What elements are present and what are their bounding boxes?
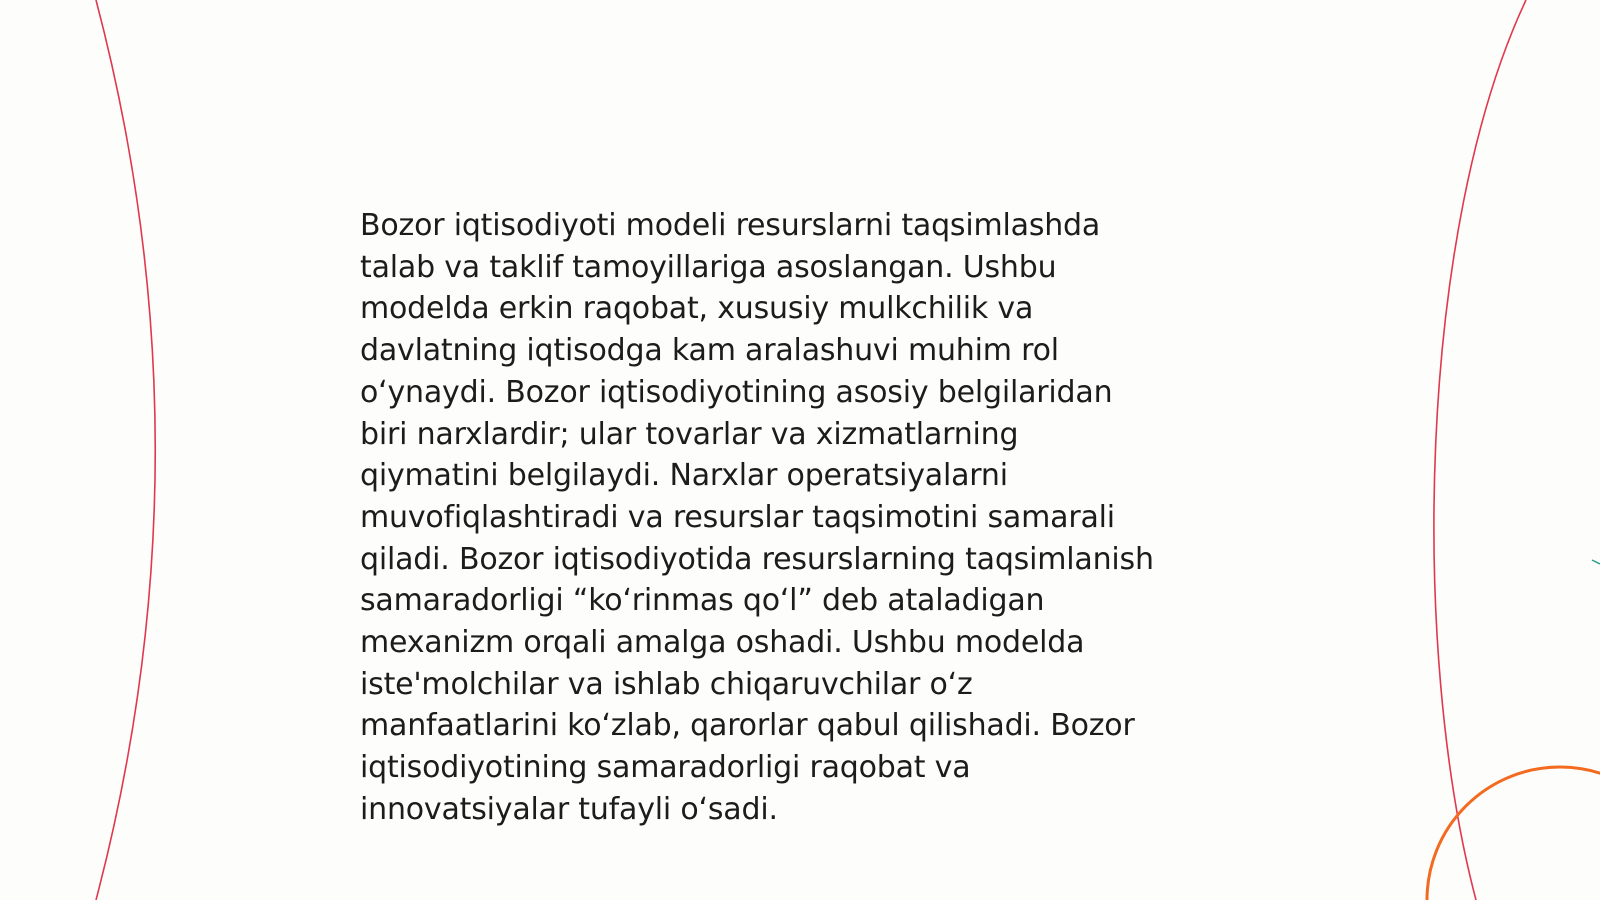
- paragraph-line: qiymatini belgilaydi. Narxlar operatsiyalarni: [360, 458, 1008, 494]
- paragraph-line: biri narxlardir; ular tovarlar va xizmatlarning: [360, 416, 1019, 452]
- paragraph-line: innovatsiyalar tufayli o‘sadi.: [360, 791, 778, 827]
- paragraph-line: Bozor iqtisodiyoti modeli resurslarni taqsimlashda: [360, 208, 1101, 243]
- left-red-arc: [96, 0, 155, 900]
- paragraph-line: o‘ynaydi. Bozor iqtisodiyotining asosiy belgilaridan: [360, 374, 1113, 410]
- paragraph-line: modelda erkin raqobat, xususiy mulkchilik va: [360, 291, 1034, 327]
- paragraph-line: mexanizm orqali amalga oshadi. Ushbu modelda: [360, 625, 1085, 661]
- teal-accent-mark: [1592, 560, 1600, 564]
- body-paragraph: [360, 205, 1260, 831]
- paragraph-line: iste'molchilar va ishlab chiqaruvchilar o‘z: [360, 666, 973, 702]
- right-red-arc: [1434, 0, 1526, 900]
- paragraph-line: samaradorligi “ko‘rinmas qo‘l” deb ataladigan: [360, 583, 1045, 619]
- paragraph-line: davlatning iqtisodga kam aralashuvi muhim rol: [360, 333, 1059, 369]
- paragraph-line: talab va taklif tamoyillariga asoslangan. Ushbu: [360, 249, 1057, 285]
- paragraph-line: manfaatlarini ko‘zlab, qarorlar qabul qilishadi. Bozor: [360, 708, 1135, 744]
- paragraph-line: qiladi. Bozor iqtisodiyotida resurslarning taqsimlanish: [360, 541, 1154, 577]
- paragraph-line: iqtisodiyotining samaradorligi raqobat va: [360, 750, 971, 786]
- paragraph-line: muvofiqlashtiradi va resurslar taqsimotini samarali: [360, 499, 1115, 535]
